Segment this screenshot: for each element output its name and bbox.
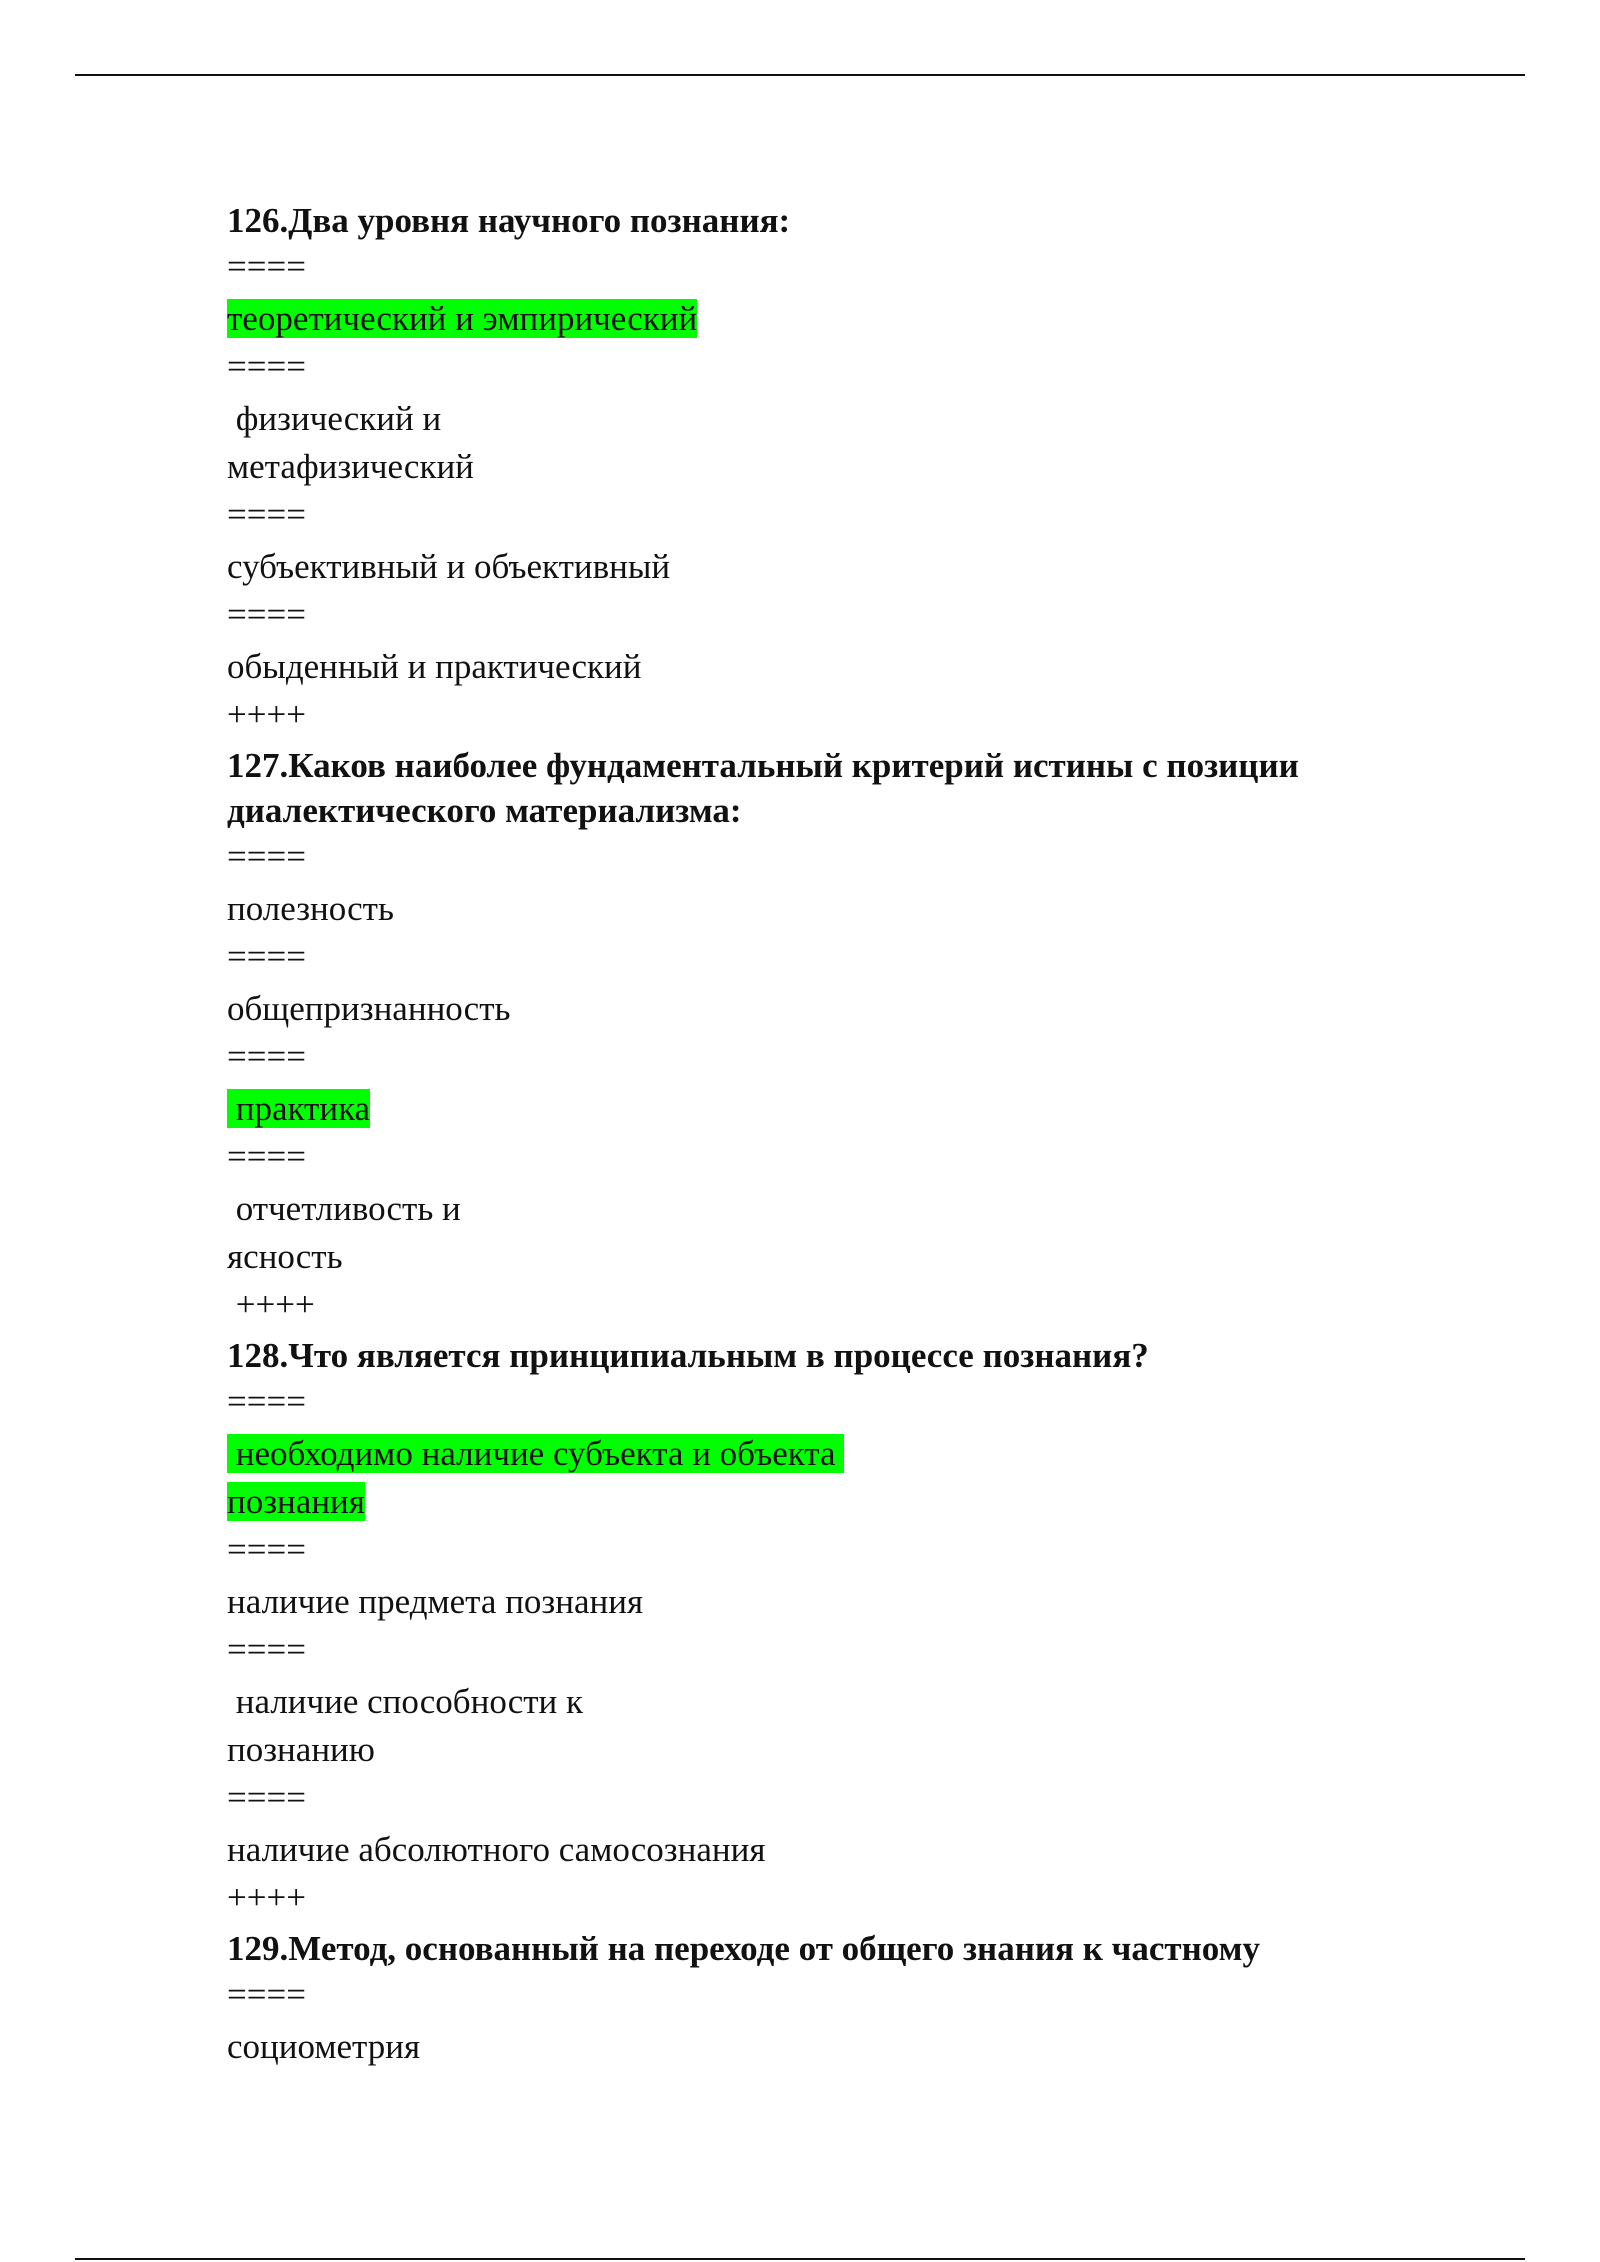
highlighted-answer-text: практика — [227, 1089, 371, 1128]
answer-line — [227, 985, 1447, 1033]
answer-option — [227, 643, 1447, 691]
answer-line — [227, 1430, 1447, 1478]
answer-option — [227, 985, 1447, 1033]
question-text: 129.Метод, основанный на переходе от общего знания к частному — [227, 1929, 1260, 1968]
answer-separator: ==== — [227, 1382, 306, 1421]
answer-separator: ==== — [227, 495, 306, 534]
page-bottom-rule — [75, 2258, 1525, 2260]
answer-text: субъективный и объективный — [227, 547, 671, 586]
answer-line — [227, 395, 1447, 443]
answer-line — [227, 443, 1447, 491]
answer-separator: ==== — [227, 1530, 306, 1569]
answer-line — [227, 885, 1447, 933]
answer-separator: ==== — [227, 1975, 306, 2014]
answer-separator: ==== — [227, 1630, 306, 1669]
answer-text: наличие предмета познания — [227, 1582, 644, 1621]
highlighted-answer-text: теоретический и эмпирический — [227, 299, 698, 338]
answer-separator: ==== — [227, 1778, 306, 1817]
answer-line — [227, 2023, 1447, 2071]
highlighted-answer-text: необходимо наличие субъекта и объекта — [227, 1434, 845, 1473]
answer-line — [227, 1826, 1447, 1874]
answer-separator: ==== — [227, 1037, 306, 1076]
document-body — [227, 198, 1447, 2071]
answer-text: общепризнанность — [227, 989, 511, 1028]
answer-option-correct — [227, 1085, 1447, 1133]
answer-line — [227, 1726, 1447, 1774]
answer-text: познанию — [227, 1730, 375, 1769]
answer-option — [227, 1578, 1447, 1626]
page-top-rule — [75, 74, 1525, 76]
answer-separator: ==== — [227, 595, 306, 634]
answer-option — [227, 543, 1447, 591]
question-text: 126.Два уровня научного познания: — [227, 201, 791, 240]
answer-line — [227, 1233, 1447, 1281]
answer-text: социометрия — [227, 2027, 421, 2066]
answer-option — [227, 2023, 1447, 2071]
answer-text: отчетливость и — [227, 1189, 461, 1228]
question-text: 128.Что является принципиальным в процессе познания? — [227, 1336, 1149, 1375]
answer-separator: ==== — [227, 347, 306, 386]
answer-option-correct — [227, 1430, 1447, 1526]
answer-line — [227, 1085, 1447, 1133]
answer-option-correct — [227, 295, 1447, 343]
answer-option — [227, 395, 1447, 491]
answer-text: наличие способности к — [227, 1682, 584, 1721]
question-end-marker: ++++ — [227, 1285, 315, 1324]
question-end-marker: ++++ — [227, 1878, 306, 1917]
answer-line — [227, 1478, 1447, 1526]
highlighted-answer-text: познания — [227, 1482, 365, 1521]
answer-text: метафизический — [227, 447, 474, 486]
answer-text: наличие абсолютного самосознания — [227, 1830, 766, 1869]
answer-option — [227, 885, 1447, 933]
answer-option — [227, 1826, 1447, 1874]
answer-option — [227, 1185, 1447, 1281]
answer-option — [227, 1678, 1447, 1774]
answer-line — [227, 543, 1447, 591]
answer-separator: ==== — [227, 837, 306, 876]
answer-line — [227, 1578, 1447, 1626]
question-end-marker: ++++ — [227, 695, 306, 734]
answer-separator: ==== — [227, 1137, 306, 1176]
answer-text: ясность — [227, 1237, 343, 1276]
answer-separator: ==== — [227, 937, 306, 976]
answer-text: обыденный и практический — [227, 647, 642, 686]
answer-separator: ==== — [227, 247, 306, 286]
answer-line — [227, 1185, 1447, 1233]
answer-line — [227, 295, 1447, 343]
answer-line — [227, 1678, 1447, 1726]
question-text: 127.Каков наиболее фундаментальный критерий истины с позиции диалектического материализма: — [227, 746, 1308, 830]
answer-text: полезность — [227, 889, 394, 928]
answer-text: физический и — [227, 399, 442, 438]
answer-line — [227, 643, 1447, 691]
